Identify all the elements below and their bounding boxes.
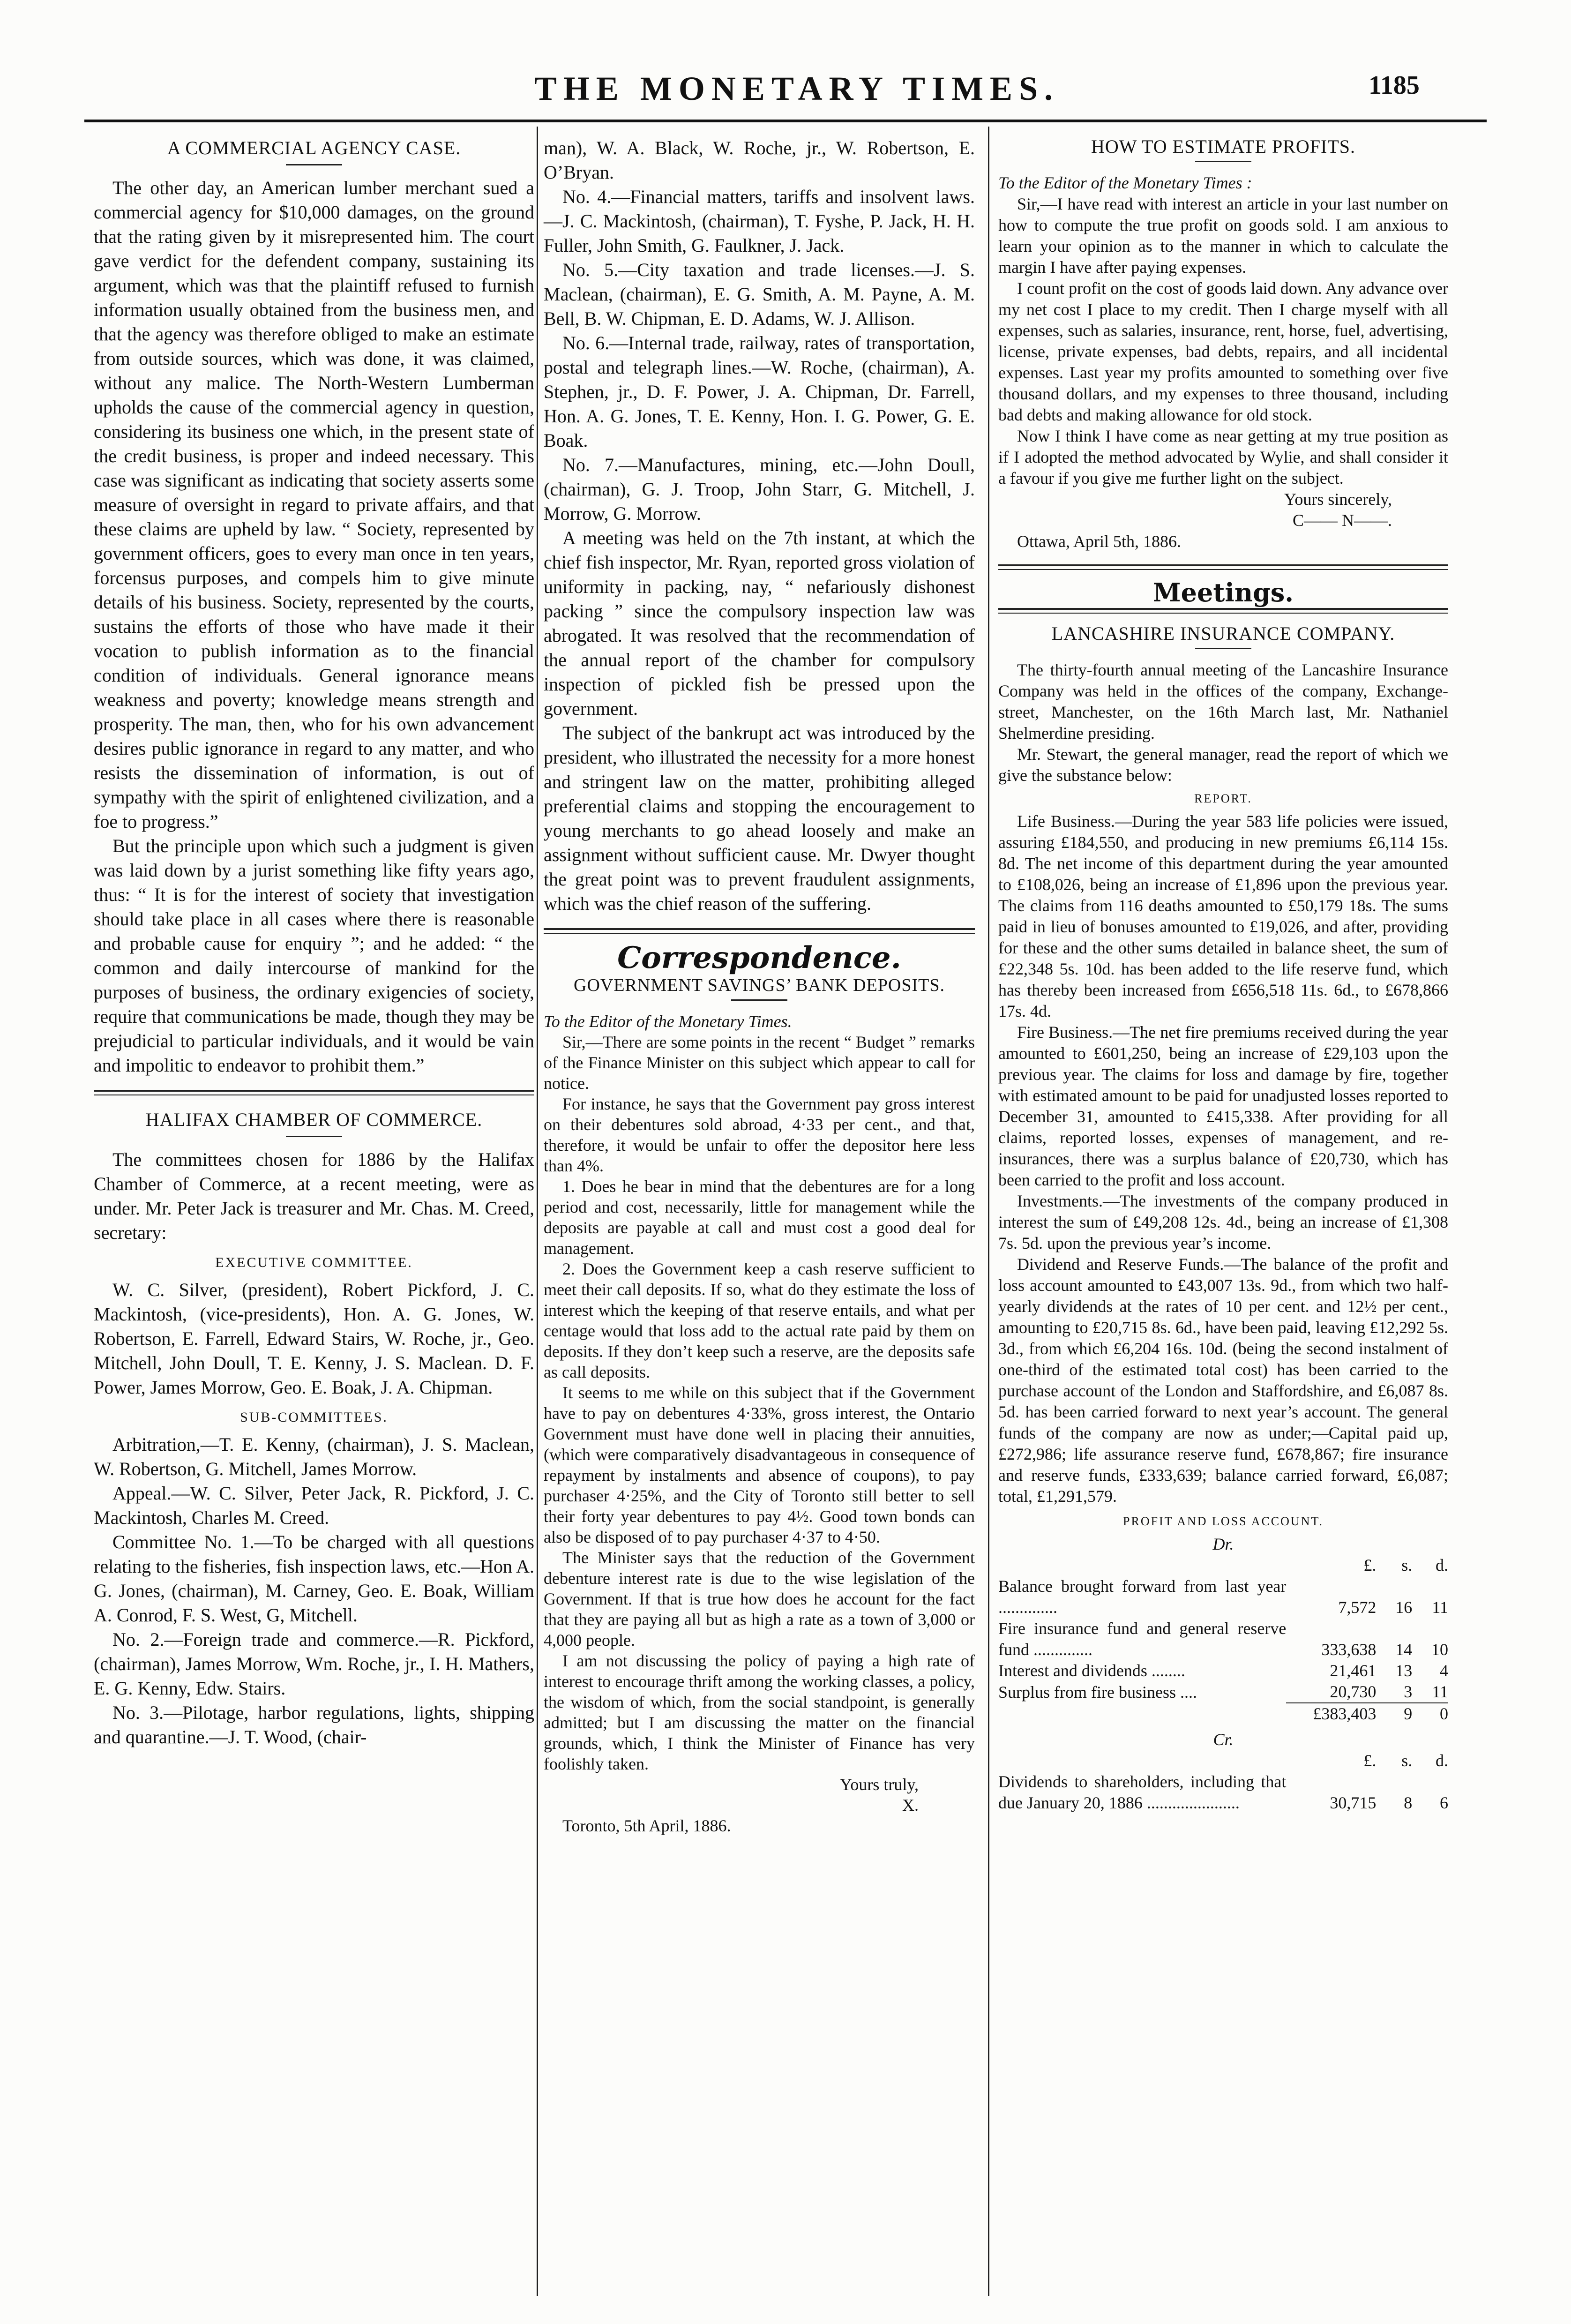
shillings-cell: 9 <box>1376 1703 1412 1724</box>
pounds-cell: 20,730 <box>1330 1682 1376 1701</box>
paragraph: Arbitration,—T. E. Kenny, (chairman), J. S. Maclean, W. Robertson, G. Mitchell, James Morrow. <box>94 1434 534 1479</box>
shillings-cell: 8 <box>1404 1793 1413 1812</box>
paragraph: The committees chosen for 1886 by the Halifax Chamber of Commerce, at a recent meeting, were as under. Mr. Peter Jack is treasurer and Mr. Chas. M. Creed, secretary: <box>94 1149 534 1243</box>
pounds-cell: 21,461 <box>1330 1661 1376 1680</box>
pence-cell: 10 <box>1431 1640 1448 1659</box>
table-header <box>998 1750 1448 1771</box>
masthead-rule <box>84 120 1487 122</box>
page-number: 1185 <box>1369 71 1420 100</box>
section-rule <box>998 564 1448 570</box>
short-rule <box>286 164 342 165</box>
short-rule <box>1195 648 1251 649</box>
column-rule <box>988 127 989 2296</box>
paragraph: Committee No. 1.—To be charged with all questions relating to the fisheries, fish inspection laws, etc.—Hon A. G. Jones, (chairman), M. Carney, Geo. E. Boak, William A. Conrod, F. S. West, G, Mitchell. <box>94 1531 534 1626</box>
paragraph: W. C. Silver, (president), Robert Pickford, J. C. Mackintosh, (vice-presidents), Hon. A. G. Jones, W. Robertson, E. Farrell, Edward Stairs, W. Roche, jr., Geo. Mitchell, John Doull, T. E. Kenny, J. S. Maclean. D. F. Power, James Morrow, Geo. E. Boak, J. A. Chipman. <box>94 1279 534 1398</box>
short-rule <box>1195 161 1251 162</box>
section-rule <box>998 608 1448 614</box>
savings-letter <box>544 975 975 1836</box>
dr-label: Dr. <box>1212 1535 1234 1553</box>
column-header: d. <box>1436 1751 1448 1770</box>
signature: C—— N——. <box>1292 511 1392 530</box>
paragraph: Investments.—The investments of the company produced in interest the sum of £49,208 12s. 4d., being an increase of £1,308 7s. 5d. upon the previous year’s income. <box>998 1192 1448 1252</box>
shillings-cell: 13 <box>1395 1661 1413 1680</box>
paragraph: No. 7.—Manufactures, mining, etc.—John Doull, (chairman), G. J. Troop, John Starr, G. Mitchell, J. Morrow, G. Morrow. <box>544 454 975 524</box>
paragraph: The Minister says that the reduction of the Government debenture interest rate is due to the wise legislation of the Government. If that is true how does he account for the fact that they are paying all but as high a rate as a town of 3,000 or 4,000 people. <box>544 1548 975 1649</box>
paragraph: No. 3.—Pilotage, harbor regulations, lights, shipping and quarantine.—J. T. Wood, (chair- <box>94 1702 534 1747</box>
paragraph: Sir,—There are some points in the recent “ Budget ” remarks of the Finance Minister on this subject which appear to call for notice. <box>544 1033 975 1093</box>
pounds-cell: 7,572 <box>1338 1598 1376 1617</box>
shillings-cell: 16 <box>1395 1598 1413 1617</box>
column-header: s. <box>1401 1751 1413 1770</box>
pence-cell: 4 <box>1440 1661 1448 1680</box>
article-heading: HOW TO ESTIMATE PROFITS. <box>1091 136 1356 157</box>
paragraph: No. 5.—City taxation and trade licenses.—J. S. Maclean, (chairman), E. G. Smith, A. M. Payne, A. M. Bell, B. W. Chipman, E. D. Adams, W. J. Allison. <box>544 259 975 329</box>
table-row <box>998 1771 1448 1814</box>
row-label: Fire insurance fund and general reserve fund .............. <box>998 1619 1287 1659</box>
table-header <box>998 1555 1448 1576</box>
dateline: Ottawa, April 5th, 1886. <box>1017 532 1181 551</box>
paragraph: I am not discussing the policy of paying a high rate of interest to encourage thrift among the working classes, a policy, the wisdom of which, from the social standpoint, is generally admitted; but I am discussing the matter on the financial grounds, which, I think the Minister of Finance has very foolishly taken. <box>544 1651 975 1773</box>
column-1 <box>94 136 534 1749</box>
table-row <box>998 1618 1448 1660</box>
subheading: SUB-COMMITTEES. <box>240 1409 388 1425</box>
pence-cell: 11 <box>1432 1682 1448 1701</box>
article-heading: LANCASHIRE INSURANCE COMPANY. <box>1051 623 1395 644</box>
column-rule <box>537 127 538 2296</box>
closing: Yours sincerely, <box>1284 490 1392 509</box>
cr-label: Cr. <box>1213 1730 1234 1749</box>
paragraph: man), W. A. Black, W. Roche, jr., W. Robertson, E. O’Bryan. <box>544 137 975 183</box>
shillings-cell: 3 <box>1404 1682 1413 1701</box>
closing: Yours truly, <box>839 1775 919 1794</box>
column-header: £. <box>1363 1556 1376 1574</box>
subheading: PROFIT AND LOSS ACCOUNT. <box>1123 1514 1324 1528</box>
column-2 <box>544 136 975 1836</box>
pounds-cell: 30,715 <box>1330 1793 1376 1812</box>
paragraph: Sir,—I have read with interest an article in your last number on how to compute the true profit on goods sold. I am anxious to learn your opinion as to the manner in which to calculate the margin I have after paying expenses. <box>998 195 1448 277</box>
salutation: To the Editor of the Monetary Times. <box>544 1012 792 1031</box>
paragraph: Now I think I have come as near getting at my true position as if I adopted the method advocated by Wylie, and shall consider it a favour if you give me further light on the subject. <box>998 427 1448 487</box>
section-banner: Meetings. <box>1152 577 1294 607</box>
pounds-cell: £383,403 <box>1286 1703 1376 1724</box>
short-rule <box>731 999 787 1001</box>
paragraph: No. 6.—Internal trade, railway, rates of transportation, postal and telegraph lines.—W. Roche, (chairman), A. Stephen, jr., D. F. Power, J. A. Chipman, Dr. Farrell, Hon. A. G. Jones, T. E. Kenny, Hon. I. G. Power, G. E. Boak. <box>544 332 975 451</box>
shillings-cell: 14 <box>1395 1640 1413 1659</box>
pounds-cell: 333,638 <box>1321 1640 1376 1659</box>
dateline: Toronto, 5th April, 1886. <box>562 1816 731 1835</box>
section-banner: Correspondence. <box>617 940 901 975</box>
row-label: Dividends to shareholders, including that due January 20, 1886 ...................... <box>998 1772 1287 1812</box>
paragraph: It seems to me while on this subject that if the Government have to pay on debentures 4·33%, gross interest, the Ontario Government must have done well in placing their annuities, (which were comparatively disadvantageous in consequence of repayment by instalments and absence of coupons), to pay purchaser 4·25%, and the City of Toronto still better to sell their forty year debentures to pay 4½. Good town bonds can also be disposed of to pay purchaser 4·37 to 4·50. <box>544 1383 975 1546</box>
paragraph: The other day, an American lumber merchant sued a commercial agency for $10,000 damages, on the ground that the rating given by it misrepresented him. The court gave verdict for the defendent company, sustaining its argument, which was that the plaintiff refused to furnish information usually obtained from the business men, and that the agency was therefore obliged to make an estimate from outside sources, which was done, it was claimed, without any malice. The North-Western Lumberman upholds the cause of the commercial agency in question, considering its business one which, in the present state of the credit business, is proper and indeed necessary. This case was significant as indicating that society asserts some measure of oversight in regard to private affairs, and that these claims are upheld by law. “ Society, represented by government officers, goes to every man once in ten years, forcensus purposes, and compels him to give minute details of his business. Society, represented by the courts, sustains the efforts of those who have made it their vocation to publish information as to the financial condition of individuals. General ignorance means weakness and poverty; knowledge means strength and prosperity. The man, then, who for his own advancement desires public ignorance in regard to any matter, and who resists the dissemination of information, is out of sympathy with the spirit of enlightened civilization, and a foe to progress.” <box>94 177 534 832</box>
paragraph: No. 2.—Foreign trade and commerce.—R. Pickford, (chairman), James Morrow, Wm. Roche, jr., I. H. Mathers, E. G. Kenny, Edw. Stairs. <box>94 1629 534 1699</box>
profit-loss-table <box>998 1555 1448 1724</box>
column-header: d. <box>1436 1556 1448 1574</box>
pence-cell: 11 <box>1432 1598 1448 1617</box>
subheading: REPORT. <box>1194 792 1252 805</box>
masthead-title: THE MONETARY TIMES. <box>534 70 1060 107</box>
paragraph: No. 4.—Financial matters, tariffs and insolvent laws.—J. C. Mackintosh, (chairman), T. Fyshe, P. Jack, H. H. Fuller, John Smith, G. Faulkner, J. Jack. <box>544 186 975 256</box>
table-row <box>998 1660 1448 1681</box>
subheading: EXECUTIVE COMMITTEE. <box>215 1255 413 1270</box>
paragraph: 1. Does he bear in mind that the debentures are for a long period and cost, necessarily, little for management while the deposits are payable at call and must cost a good deal for management. <box>544 1177 975 1258</box>
section-rule <box>544 928 975 934</box>
article-heading: GOVERNMENT SAVINGS’ BANK DEPOSITS. <box>574 975 945 995</box>
paragraph: But the principle upon which such a judgment is given was laid down by a jurist something like fifty years ago, thus: “ It is for the interest of society that investigation should take place in all cases where there is reasonable and probable cause for enquiry ”; and he added: “ the common and daily intercourse of mankind for the purposes of business, the ordinary exigencies of society, require that communications be made, though they may be prejudicial to particular individuals, and it would be vain and impolitic to endeavor to prohibit them.” <box>94 835 534 1076</box>
total-row <box>998 1703 1448 1724</box>
section-rule <box>94 1090 534 1095</box>
column-header: £. <box>1363 1751 1376 1770</box>
profit-loss-table-credit <box>998 1750 1448 1814</box>
paragraph: Mr. Stewart, the general manager, read the report of which we give the substance below: <box>998 745 1448 785</box>
signature: X. <box>902 1796 919 1814</box>
paragraph: For instance, he says that the Government pay gross interest on their debentures sold abroad, 4·33 per cent., and that, therefore, it would be unfair to offer the depositor here less than 4%. <box>544 1095 975 1175</box>
paragraph: The subject of the bankrupt act was introduced by the president, who illustrated the necessity for a more honest and stringent law on the matter, prohibiting alleged preferential claims and stopping the encouragement to young merchants to go ahead loosely and make an assignment without sufficient cause. Mr. Dwyer thought the great point was to prevent fraudulent assignments, which was the chief reason of the suffering. <box>544 722 975 914</box>
row-label: Surplus from fire business .... <box>998 1683 1197 1702</box>
paragraph: Dividend and Reserve Funds.—The balance of the profit and loss account amounted to £43,007 13s. 9d., from which two half-yearly dividends at the rates of 10 per cent. and 12½ per cent., amounting to £20,715 8s. 6d., have been paid, leaving £12,292 5s. 3d., from which £6,204 16s. 10d. (being the second instalment of one-third of the estimated total cost) has been carried to the purchase account of the London and Staffordshire, and £6,087 8s. 5d. has been carried forward to next year’s account. The general funds of the company are now as under;—Capital paid up, £272,986; life assurance reserve fund, £678,867; fire insurance and reserve funds, £333,639; balance carried forward, £6,087; total, £1,291,579. <box>998 1255 1448 1506</box>
table-row <box>998 1576 1448 1618</box>
pence-cell: 0 <box>1412 1703 1448 1724</box>
paragraph: Fire Business.—The net fire premiums received during the year amounted to £601,250, being an increase of £29,103 upon the previous year. The claims for loss and damage by fire, together with estimated amount to be paid for unadjusted losses reported to December 31, amounted to £415,338. After providing for all claims, reported losses, expenses of management, and re-insurances, there was a surplus balance of £20,730, which has been carried to the profit and loss account. <box>998 1023 1448 1189</box>
article-heading: A COMMERCIAL AGENCY CASE. <box>167 137 461 158</box>
paragraph: I count profit on the cost of goods laid down. Any advance over my net cost I place to my credit. Then I charge myself with all expenses, such as salaries, insurance, rent, horse, fuel, advertising, license, private expenses, bad debts, repairs, and all incidental expenses. Last year my profits amounted to something over five thousand dollars, and my expenses to three thousand, including bad debts and making allowance for old stock. <box>998 279 1448 424</box>
paragraph: Appeal.—W. C. Silver, Peter Jack, R. Pickford, J. C. Mackintosh, Charles M. Creed. <box>94 1483 534 1528</box>
row-label: Interest and dividends ........ <box>998 1661 1185 1680</box>
paragraph: The thirty-fourth annual meeting of the Lancashire Insurance Company was held in the offices of the company, Exchange-street, Manchester, on the 16th March last, Mr. Nathaniel Shelmerdine presiding. <box>998 660 1448 742</box>
salutation: To the Editor of the Monetary Times : <box>998 173 1252 192</box>
short-rule <box>286 1136 342 1137</box>
article-heading: HALIFAX CHAMBER OF COMMERCE. <box>145 1109 483 1130</box>
paragraph: Life Business.—During the year 583 life policies were issued, assuring £184,550, and producing in new premiums £6,114 15s. 8d. The net income of this department during the year amounted to £108,026, being an increase of £1,896 upon the previous year. The claims from 116 deaths amounted to £50,179 18s. The sums paid in lieu of bonuses amounted to £19,026, and after, providing for these and the other sums detailed in balance sheet, the sum of £22,348 5s. 10d. has been added to the life reserve fund, which has thereby been increased from £656,518 11s. 6d., to £678,866 17s. 4d. <box>998 812 1448 1020</box>
table-row <box>998 1681 1448 1703</box>
paragraph: 2. Does the Government keep a cash reserve sufficient to meet their call deposits. If so, what do they estimate the loss of interest which the keeping of that reserve entails, and what per centage would that loss add to the actual rate paid by them on deposits. If they don’t keep such a reserve, are the deposits safe as call deposits. <box>544 1259 975 1381</box>
paragraph: A meeting was held on the 7th instant, at which the chief fish inspector, Mr. Ryan, reported gross violation of uniformity in packing, nay, “ nefariously dishonest packing ” since the compulsory inspection law was abrogated. It was resolved that the recommendation of the annual report of the chamber for compulsory inspection of pickled fish be pressed upon the government. <box>544 527 975 719</box>
column-3 <box>998 136 1448 1814</box>
column-header: s. <box>1401 1556 1413 1574</box>
row-label: Balance brought forward from last year .............. <box>998 1577 1287 1617</box>
pence-cell: 6 <box>1440 1793 1448 1812</box>
